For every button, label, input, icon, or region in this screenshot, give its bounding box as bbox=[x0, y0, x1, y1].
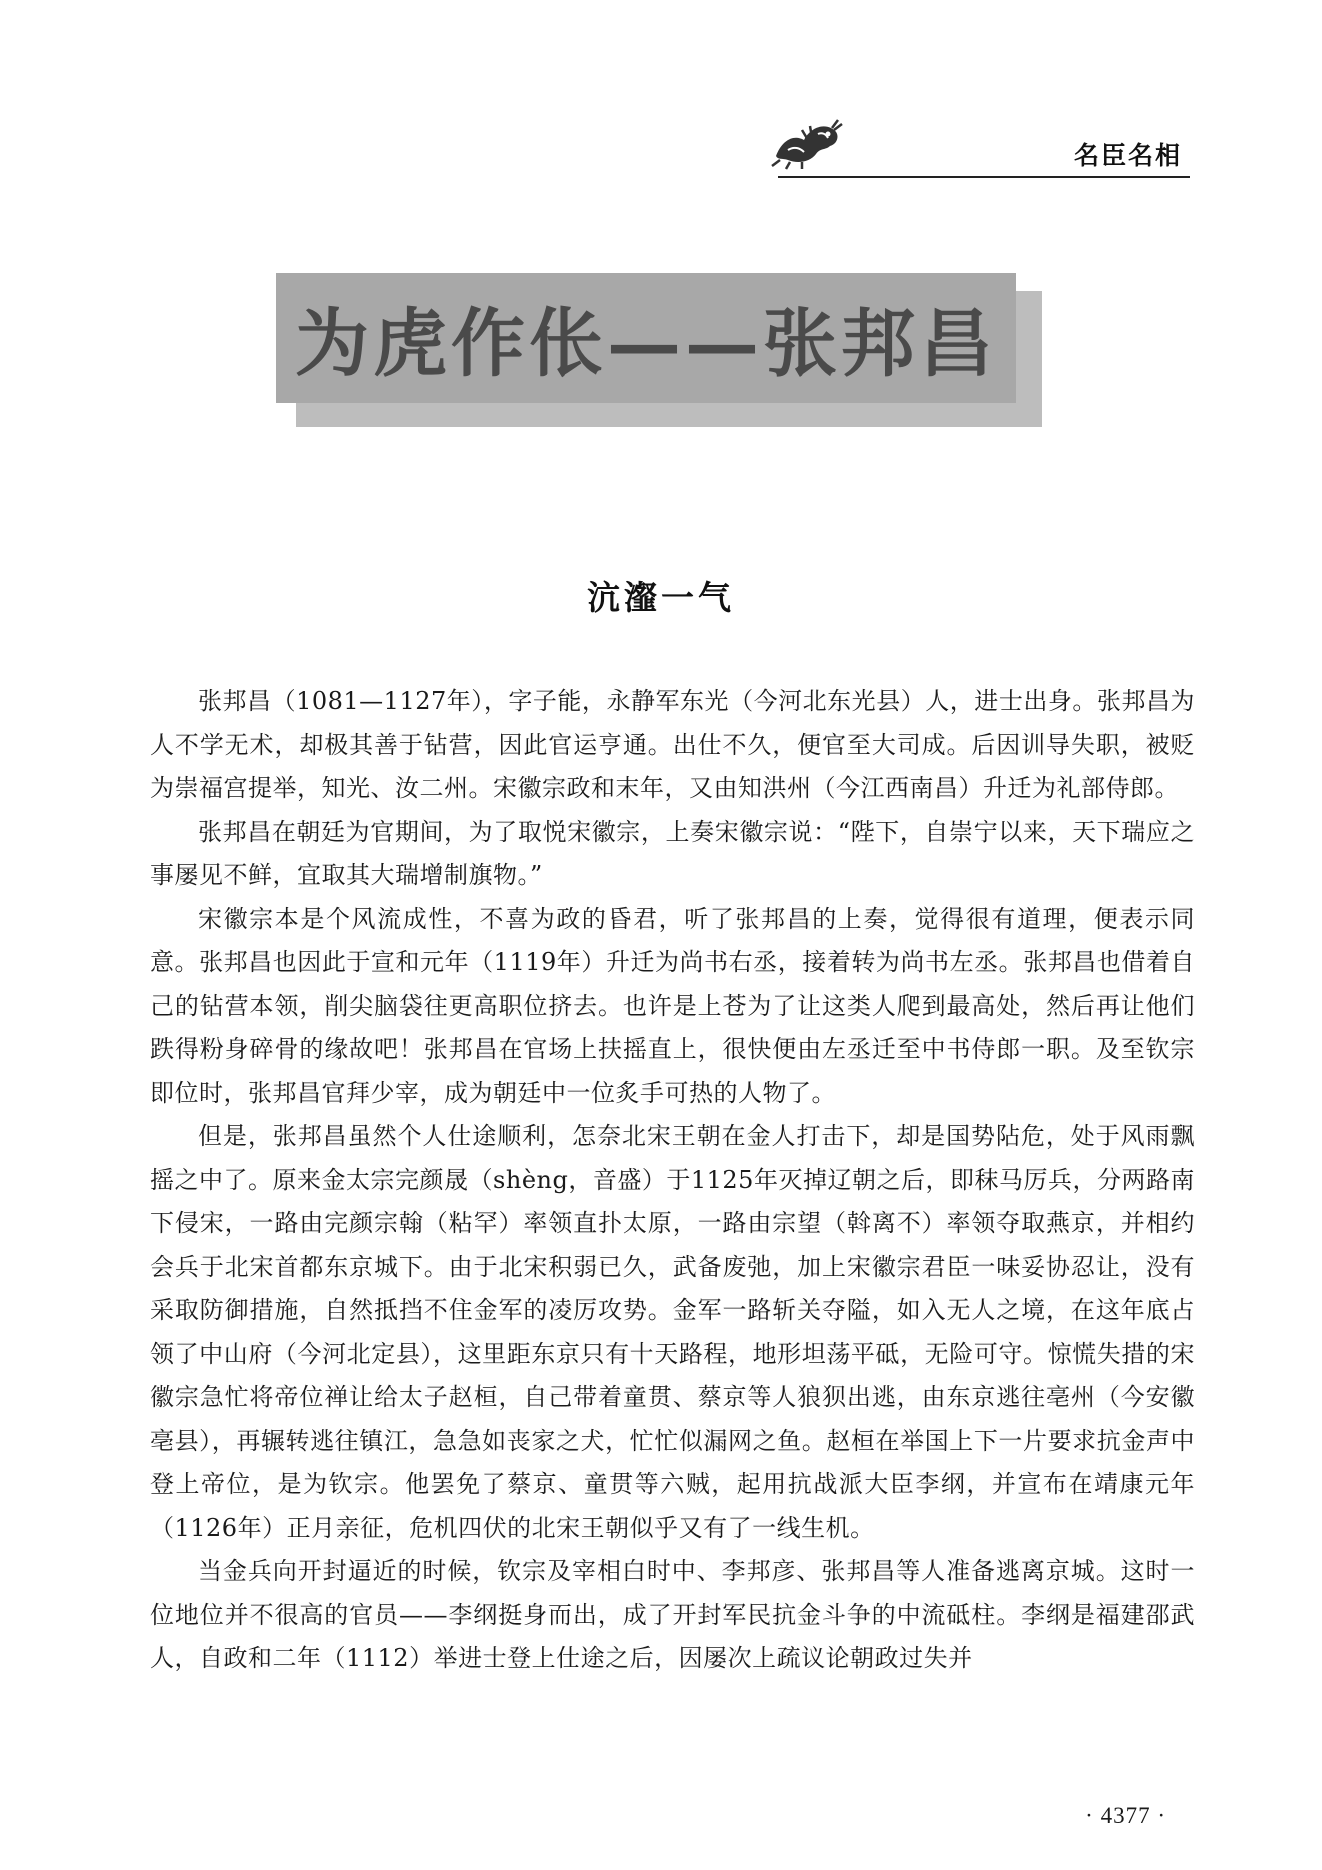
paragraph: 宋徽宗本是个风流成性，不喜为政的昏君，听了张邦昌的上奏，觉得很有道理，便表示同意。张邦昌也因此于宣和元年（1119年）升迁为尚书右丞，接着转为尚书左丞。张邦昌也借着自己的钻营本领，削尖脑袋往更高职位挤去。也许是上苍为了让这类人爬到最高处，然后再让他们跌得粉身碎骨的缘故吧！张邦昌在官场上扶摇直上，很快便由左丞迁至中书侍郎一职。及至钦宗即位时，张邦昌官拜少宰，成为朝廷中一位炙手可热的人物了。 bbox=[150, 904, 1195, 1107]
title-band-panel bbox=[276, 273, 1016, 403]
header-rule bbox=[778, 176, 1190, 178]
section-title: 沆瀣一气 bbox=[587, 578, 735, 617]
body-text bbox=[150, 680, 1195, 1681]
dragon-emblem-icon bbox=[768, 110, 846, 170]
paragraph: 张邦昌在朝廷为官期间，为了取悦宋徽宗，上奏宋徽宗说：“陛下，自崇宁以来，天下瑞应之事屡见不鲜，宜取其大瑞增制旗物。” bbox=[150, 817, 1195, 889]
section-name: 名臣名相 bbox=[1073, 141, 1182, 170]
running-header bbox=[768, 110, 1190, 182]
page-number: · 4377 · bbox=[1085, 1803, 1166, 1828]
paragraph: 当金兵向开封逼近的时候，钦宗及宰相白时中、李邦彦、张邦昌等人准备逃离京城。这时一位地位并不很高的官员——李纲挺身而出，成了开封军民抗金斗争的中流砥柱。李纲是福建邵武人，自政和二年（1112）举进士登上仕途之后，因屡次上疏议论朝政过失并 bbox=[150, 1557, 1195, 1672]
chapter-title-band bbox=[276, 273, 1042, 427]
chapter-title: 为虎作伥——张邦昌 bbox=[295, 301, 997, 387]
paragraph: 张邦昌（1081—1127年），字子能，永静军东光（今河北东光县）人，进士出身。张邦昌为人不学无术，却极其善于钻营，因此官运亨通。出仕不久，便官至大司成。后因训导失职，被贬为崇福宫提举，知光、汝二州。宋徽宗政和末年，又由知洪州（今江西南昌）升迁为礼部侍郎。 bbox=[150, 687, 1195, 802]
paragraph: 但是，张邦昌虽然个人仕途顺利，怎奈北宋王朝在金人打击下，却是国势阽危，处于风雨飘摇之中了。原来金太宗完颜晟（shèng，音盛）于1125年灭掉辽朝之后，即秣马厉兵，分两路南下侵宋，一路由完颜宗翰（粘罕）率领直扑太原，一路由宗望（斡离不）率领夺取燕京，并相约会兵于北宋首都东京城下。由于北宋积弱已久，武备废弛，加上宋徽宗君臣一味妥协忍让，没有采取防御措施，自然抵挡不住金军的凌厉攻势。金军一路斩关夺隘，如入无人之境，在这年底占领了中山府（今河北定县），这里距东京只有十天路程，地形坦荡平砥，无险可守。惊慌失措的宋徽宗急忙将帝位禅让给太子赵桓，自己带着童贯、蔡京等人狼狈出逃，由东京逃往亳州（今安徽亳县），再辗转逃往镇江，急急如丧家之犬，忙忙似漏网之鱼。赵桓在举国上下一片要求抗金声中登上帝位，是为钦宗。他罢免了蔡京、童贯等六贼，起用抗战派大臣李纲，并宣布在靖康元年（1126年）正月亲征，危机四伏的北宋王朝似乎又有了一线生机。 bbox=[150, 1122, 1195, 1542]
